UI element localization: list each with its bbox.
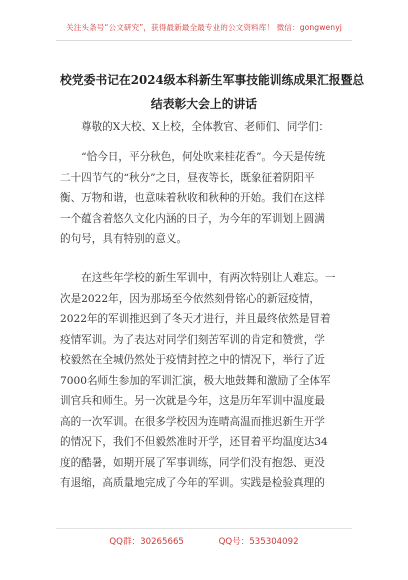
paragraph-line: 疫情军训。为了表达对同学们刻苦军训的肯定和赞赏，学 — [60, 333, 325, 346]
paragraph-1 — [60, 147, 352, 250]
header-divider — [56, 40, 352, 41]
paragraph-line: 高的一次军训。在很多学校因为连晴高温而推迟新生开学 — [60, 415, 325, 428]
paragraph-line: “恰今日，平分秋色，何处吹来桂花香”。今天是传统 — [60, 151, 326, 163]
document-title — [60, 68, 365, 116]
paragraph-line: 的情况下，我们不但毅然准时开学，还冒着平均温度达34 — [60, 436, 328, 448]
paragraph-line: 7000名师生参加的军训汇演，极大地鼓舞和激励了全体军 — [60, 374, 331, 387]
paragraph-line: 训官兵和师生。另一次就是今年，这是历年军训中温度最 — [60, 395, 325, 407]
footer-qq-group: QQ群：30265665 — [109, 537, 184, 547]
paragraph-line: 次是2022年，因为那场至今依然刻骨铭心的新冠疫情， — [60, 292, 321, 305]
paragraph-line: 在这些年学校的新生军训中，有两次特别让人难忘。一 — [60, 272, 336, 284]
paragraph-line: 的句号，具有特别的意义。 — [60, 233, 188, 245]
salutation — [60, 117, 352, 138]
header-banner: 关注头条号“公文研究”，获得最新最全最专业的公文资料库！ 微信：gongwenyj — [66, 23, 342, 32]
footer-divider — [56, 528, 352, 529]
footer — [0, 535, 408, 547]
salutation-line: 尊敬的X大校、X上校，全体教官、老师们、同学们： — [81, 121, 330, 133]
paragraph-line: 2022年的军训推迟到了冬天才进行，并且最终依然是冒着 — [60, 313, 331, 325]
paragraph-line: 衡、万物和谐，也意味着秋收和秋种的开始。我们在这样 — [60, 192, 325, 204]
paragraph-line: 二十四节气的“秋分”之日，昼夜等长，既象征着阴阳平 — [60, 171, 315, 184]
paragraph-line: 有退缩，高质量地完成了今年的军训。实践是检验真理的 — [60, 477, 325, 489]
paragraph-line: 度的酷暑，如期开展了军事训练，同学们没有抱怨、更没 — [60, 456, 325, 469]
title-line-1: 校党委书记在2024级本科新生军事技能训练成果汇报暨总 — [60, 73, 365, 87]
paragraph-line: 校毅然在全城仍然处于疫情封控之中的情况下，举行了近 — [60, 354, 325, 366]
footer-qq-number: QQ号：535304092 — [218, 537, 299, 547]
paragraph-2 — [60, 268, 352, 494]
paragraph-line: 一个蕴含着悠久文化内涵的日子，为今年的军训划上圆满 — [60, 212, 325, 225]
title-line-2: 结表彰大会上的讲话 — [150, 97, 258, 111]
